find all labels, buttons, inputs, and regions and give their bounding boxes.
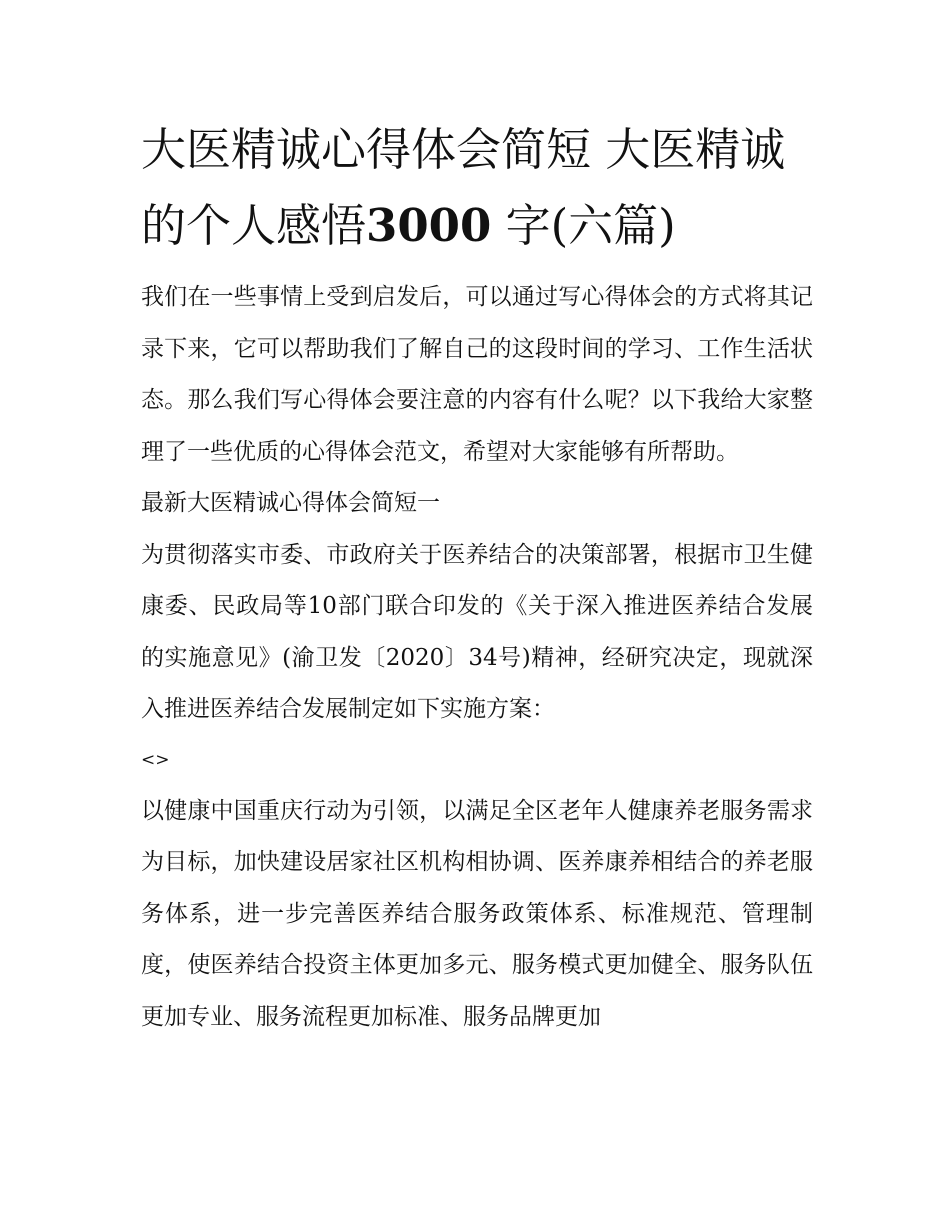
marker-text: <>: [141, 749, 170, 770]
document-page: [141, 112, 813, 1043]
document-title: [141, 112, 813, 264]
section-heading: 最新大医精诚心得体会简短一: [141, 490, 440, 516]
title-number: 3000: [366, 199, 492, 252]
body-paragraph-1: 为贯彻落实市委、市政府关于医养结合的决策部署，根据市卫生健康委、民政局等10部门联合印发的《关于深入推进医养结合发展的实施意见》(渝卫发〔2020〕34号)精神，经研究决定，现就深入推进医养结合发展制定如下实施方案：: [141, 541, 813, 722]
body-paragraph-2: 以健康中国重庆行动为引领，以满足全区老年人健康养老服务需求为目标，加快建设居家社区机构相协调、医养康养相结合的养老服务体系，进一步完善医养结合服务政策体系、标准规范、管理制度，使医养结合投资主体更加多元、服务模式更加健全、服务队伍更加专业、服务流程更加标准、服务品牌更加: [141, 797, 813, 1030]
intro-paragraph: 我们在一些事情上受到启发后，可以通过写心得体会的方式将其记录下来，它可以帮助我们了解自己的这段时间的学习、工作生活状态。那么我们写心得体会要注意的内容有什么呢？以下我给大家整理了一些优质的心得体会范文，希望对大家能够有所帮助。: [141, 284, 813, 465]
title-text: 大医精诚心得体会简短 大医精诚的个人感悟: [141, 123, 786, 252]
title-suffix: 字(六篇): [491, 199, 676, 252]
